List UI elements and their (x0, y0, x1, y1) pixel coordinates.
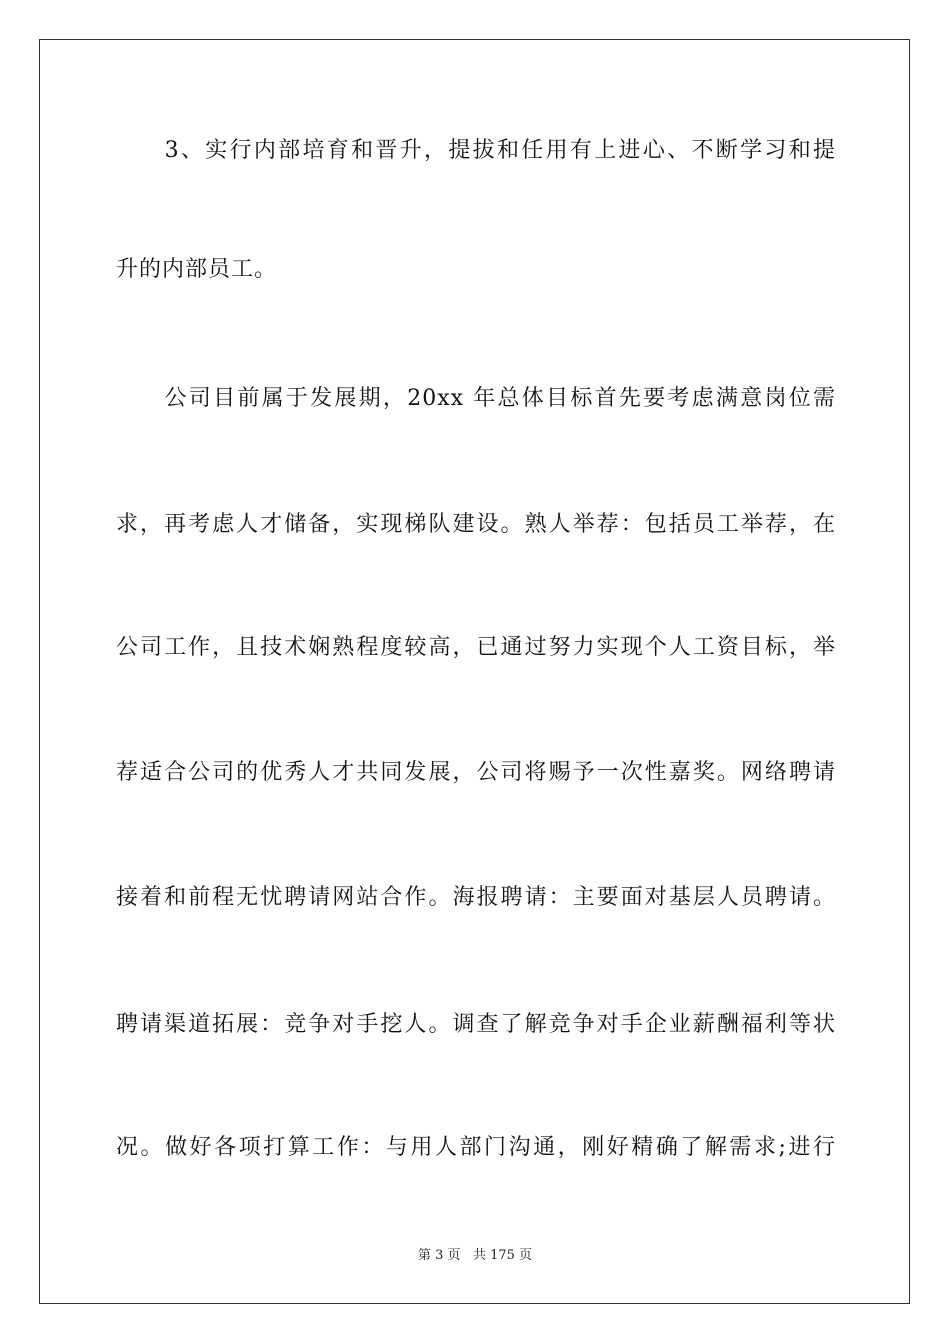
paragraph-line: 3、实行内部培育和晋升，提拔和任用有上进心、不断学习和提 (116, 138, 836, 163)
paragraph-line: 况。做好各项打算工作：与用人部门沟通，刚好精确了解需求;进行 (116, 1135, 836, 1160)
paragraph-line: 接着和前程无忧聘请网站合作。海报聘请：主要面对基层人员聘请。 (116, 885, 836, 910)
page-number: 第 3 页 (417, 1248, 461, 1263)
paragraph-line: 聘请渠道拓展：竞争对手挖人。调查了解竞争对手企业薪酬福利等状 (116, 1012, 836, 1037)
page-footer (0, 1247, 950, 1265)
paragraph-line: 公司目前属于发展期，20xx 年总体目标首先要考虑满意岗位需 (116, 386, 836, 411)
paragraph-line: 荐适合公司的优秀人才共同发展，公司将赐予一次性嘉奖。网络聘请 (116, 760, 836, 785)
paragraph-line: 升的内部员工。 (116, 257, 278, 282)
total-pages: 共 175 页 (472, 1248, 533, 1263)
page-border (39, 39, 910, 1304)
paragraph-line: 求，再考虑人才储备，实现梯队建设。熟人举荐：包括员工举荐，在 (116, 512, 836, 537)
paragraph-line: 公司工作，且技术娴熟程度较高，已通过努力实现个人工资目标，举 (116, 635, 836, 660)
